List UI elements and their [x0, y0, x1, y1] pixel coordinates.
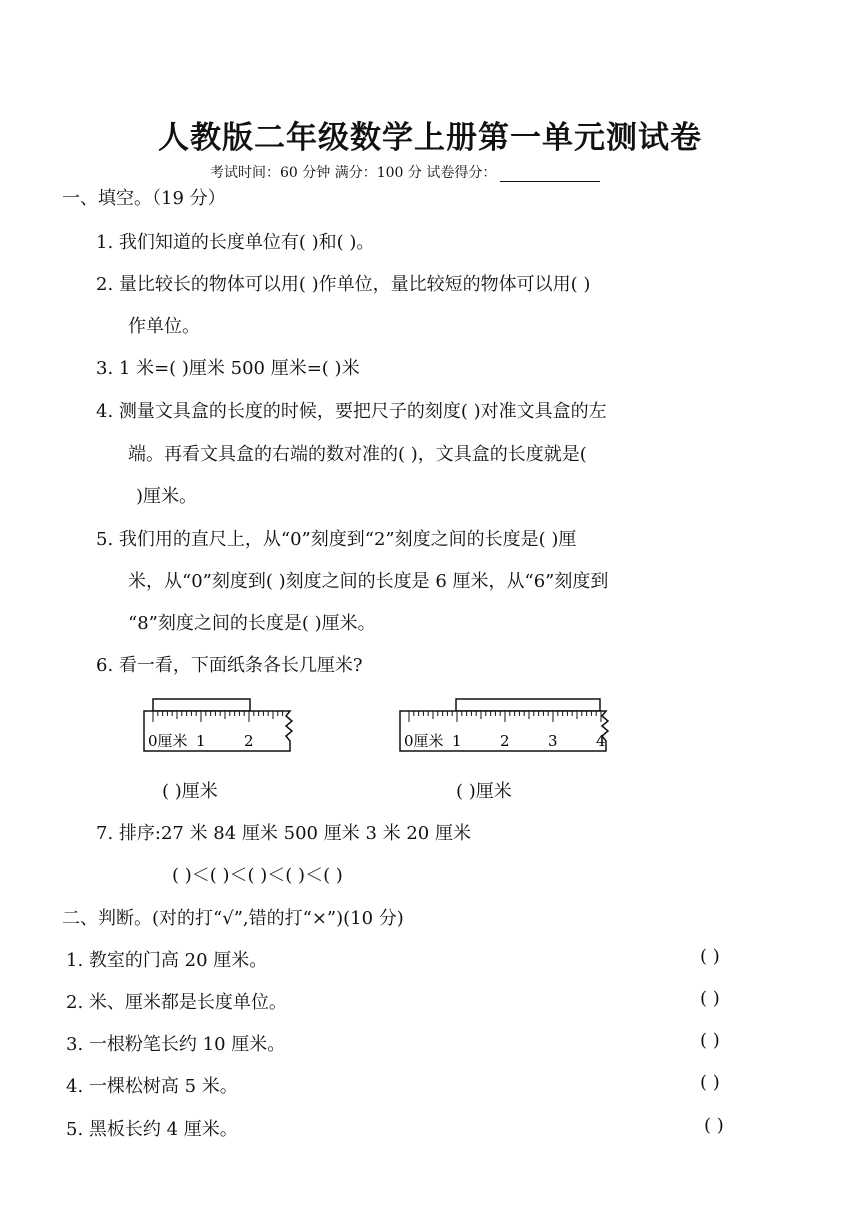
ruler-left-label-2: 2: [244, 732, 254, 750]
score-blank[interactable]: [500, 169, 600, 182]
judge-item-3: 3. 一根粉笔长约 10 厘米。: [66, 1034, 286, 1055]
question-5-line3: “8”刻度之间的长度是( )厘米。: [128, 613, 376, 634]
exam-meta: [210, 162, 600, 182]
ruler-right-unit: 0厘米: [404, 732, 444, 750]
judge-item-1: 1. 教室的门高 20 厘米。: [66, 950, 268, 971]
judge-paren-1[interactable]: ( ): [700, 946, 720, 967]
ruler-right-label-1: 1: [452, 732, 462, 750]
judge-paren-2[interactable]: ( ): [700, 988, 720, 1009]
page-title: 人教版二年级数学上册第一单元测试卷: [158, 120, 702, 156]
question-1: 1. 我们知道的长度单位有( )和( )。: [96, 232, 375, 253]
ruler-right-figure: [396, 694, 616, 756]
judge-item-4: 4. 一棵松树高 5 米。: [66, 1076, 238, 1097]
question-7-ordering: ( )＜( )＜( )＜( )＜( ): [172, 865, 343, 886]
ruler-left-figure: [140, 694, 300, 756]
judge-paren-3[interactable]: ( ): [700, 1030, 720, 1051]
question-5-line2: 米，从“0”刻度到( )刻度之间的长度是 6 厘米，从“6”刻度到: [128, 571, 609, 592]
judge-item-5: 5. 黑板长约 4 厘米。: [66, 1119, 238, 1140]
section1-heading: 一、填空。（19 分）: [62, 188, 226, 209]
question-5-line1: 5. 我们用的直尺上，从“0”刻度到“2”刻度之间的长度是( )厘: [96, 529, 577, 550]
paper-strip-right: [456, 699, 600, 711]
question-6: 6. 看一看，下面纸条各长几厘米?: [96, 655, 363, 676]
judge-item-2: 2. 米、厘米都是长度单位。: [66, 992, 287, 1013]
ruler-right-label-3: 3: [548, 732, 558, 750]
ruler-left-unit: 0厘米: [148, 732, 188, 750]
question-4-line3: )厘米。: [136, 486, 198, 507]
ruler-right-label-2: 2: [500, 732, 510, 750]
paper-strip-left: [153, 699, 250, 711]
question-3: 3. 1 米=( )厘米 500 厘米=( )米: [96, 358, 360, 379]
question-7: 7. 排序:27 米 84 厘米 500 厘米 3 米 20 厘米: [96, 823, 471, 844]
question-4-line1: 4. 测量文具盒的长度的时候，要把尺子的刻度( )对准文具盒的左: [96, 401, 607, 422]
answer-right-ruler: ( )厘米: [456, 781, 512, 802]
exam-meta-text: 考试时间：60 分钟 满分：100 分 试卷得分：: [210, 165, 497, 181]
ruler-left-label-1: 1: [196, 732, 206, 750]
section2-heading: 二、判断。(对的打“√”,错的打“×”)(10 分): [62, 908, 404, 929]
ruler-right-label-4: 4: [596, 732, 606, 750]
answer-left-ruler: ( )厘米: [162, 781, 218, 802]
judge-paren-5[interactable]: ( ): [704, 1115, 724, 1136]
question-4-line2: 端。再看文具盒的右端的数对准的( )，文具盒的长度就是(: [128, 444, 587, 465]
question-2-line2: 作单位。: [128, 316, 200, 337]
judge-paren-4[interactable]: ( ): [700, 1072, 720, 1093]
question-2-line1: 2. 量比较长的物体可以用( )作单位，量比较短的物体可以用( ): [96, 274, 591, 295]
